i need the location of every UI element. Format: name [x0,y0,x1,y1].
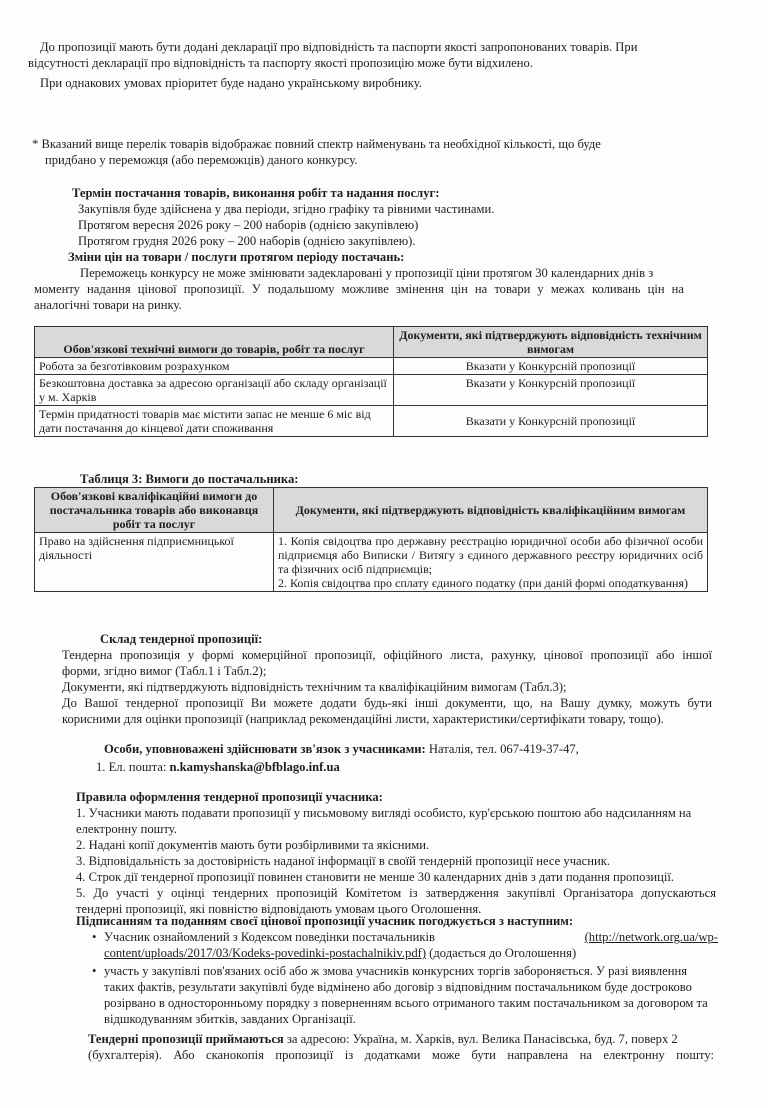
submission-label: Тендерні пропозиції приймаються [88,1032,284,1046]
intro-line-3: При однакових умовах пріоритет буде надано українському виробнику. [40,76,422,90]
rules-title: Правила оформлення тендерної пропозиції учасника: [76,790,383,804]
table3-header-2: Документи, які підтверджують відповідність кваліфікаційним вимогам [274,488,708,533]
rule-4: 4. Строк дії тендерної пропозиції повинен становити не менше 30 календарних днів з дати подання пропозиції. [76,870,674,884]
signing-b1-text: Учасник ознайомлений з Кодексом поведінки постачальників [104,930,435,944]
signing-title: Підписанням та поданням своєї цінової пропозиції учасник погоджується з наступним: [76,914,574,928]
table3-doc-2: 2. Копія свідоцтва про сплату єдиного податку (при даній формі оподаткування) [278,576,688,590]
email-link[interactable]: n.kamyshanska@bfblago.inf.ua [169,760,340,774]
table3-doc-1: 1. Копія свідоцтва про державну реєстрацію юридичної особи або фізичної особи підприємця або Виписки / Витягу з єдиного державного реєстру юридичних осіб та фізичних осіб підприємців; [278,534,703,576]
terms-line-2: Протягом вересня 2026 року – 200 наборів (однією закупівлею) [78,218,419,232]
table-3 [34,487,708,592]
bullet-icon: • [92,930,97,944]
composition-line-1: Тендерна пропозиція у формі комерційної пропозиції, офіційного листа, рахунку, цінової пропозиції або іншої [62,648,712,662]
table2-req-2: Безкоштовна доставка за адресою організації або складу організації у м. Харків [35,375,394,406]
table-row [35,358,708,375]
table-row [35,406,708,437]
terms-line-1: Закупівля буде здійснена у два періоди, згідно графіку та рівними частинами. [78,202,495,216]
signing-bullet-1a [92,930,718,945]
signing-b2-text: участь у закупівлі пов'язаних осіб або ж змова учасників конкурсних торгів забороняється. У разі виявлення [104,964,688,978]
composition-title: Склад тендерної пропозиції: [100,632,263,646]
rule-1a: 1. Учасники мають подавати пропозиції у письмовому вигляді особисто, кур'єрською поштою або надсиланням на [76,806,692,820]
table-row [35,375,708,406]
table2-doc-3: Вказати у Конкурсній пропозиції [394,406,708,437]
contacts-value: Наталія, тел. 067-419-37-47, [425,742,579,756]
rule-2: 2. Надані копії документів мають бути розбірливими та якісними. [76,838,430,852]
price-title: Зміни цін на товари / послуги протягом періоду постачань: [68,250,405,264]
terms-line-3: Протягом грудня 2026 року – 200 наборів (однією закупівлею). [78,234,416,248]
note-line-2: придбано у переможця (або переможців) даного конкурсу. [45,153,358,167]
contacts-label: Особи, уповноважені здійснювати зв'язок з учасниками: [104,742,426,756]
contacts-line [104,742,579,757]
submission-line-2: (бухгалтерія). Або сканокопія пропозиції із додатками може бути направлена на електронну пошту: [88,1048,714,1062]
price-line-3: аналогічні товари на ринку. [34,298,182,312]
table2-doc-2: Вказати у Конкурсній пропозиції [394,375,708,406]
composition-line-4: До Вашої тендерної пропозиції Ви можете додати будь-які інші документи, що, на Вашу думку, можуть бути [62,696,712,710]
table3-caption: Таблиця 3: Вимоги до постачальника: [80,472,299,486]
table-2 [34,326,708,437]
table2-req-3: Термін придатності товарів має містити запас не менше 6 міс від дати постачання до кінцевої дати споживання [35,406,394,437]
price-line-1: Переможець конкурсу не може змінювати задекларовані у пропозиції ціни протягом 30 календарних днів з [80,266,654,280]
email-label: 1. Ел. пошта: [96,760,170,774]
bullet-icon: • [92,964,97,978]
rule-5b: тендерні пропозиції, які повністю відповідають умовам цього Оголошення. [76,902,482,916]
price-line-2: моменту надання цінової пропозиції. У подальшому можливе змінення цін на товари у межах коливань цін на [34,282,684,296]
signing-bullet-2d: відшкодуванням збитків, завданих Організації. [104,1012,356,1026]
code-link-note: (додається до Оголошення) [426,946,577,960]
terms-title: Термін постачання товарів, виконання робіт та надання послуг: [72,186,440,200]
rule-3: 3. Відповідальність за достовірність наданої інформації в своїй тендерній пропозиції несе учасник. [76,854,610,868]
table2-header-1: Обов'язкові технічні вимоги до товарів, робіт та послуг [35,327,394,358]
table3-header-1: Обов'язкові кваліфікаційні вимоги до постачальника товарів або виконавця робіт та послуг [35,488,274,533]
signing-bullet-2a [92,964,687,979]
code-link-part-2[interactable]: content/uploads/2017/03/Kodeks-povedinki-postachalnikiv.pdf) [104,946,427,960]
submission-line-1 [88,1032,678,1047]
code-link-part-1[interactable]: (http://network.org.ua/wp- [584,930,718,944]
table2-header-2: Документи, які підтверджують відповідність технічним вимогам [394,327,708,358]
rule-1b: електронну пошту. [76,822,177,836]
submission-address: за адресою: Україна, м. Харків, вул. Велика Панасівська, буд. 7, поверх 2 [283,1032,678,1046]
note-line-1: * Вказаний вище перелік товарів відображає повний спектр найменувань та необхідної кількості, що буде [32,137,601,151]
composition-line-2: форми, згідно вимог (Табл.1 і Табл.2); [62,664,267,678]
table2-doc-1: Вказати у Конкурсній пропозиції [394,358,708,375]
composition-line-3: Документи, які підтверджують відповідність технічним та кваліфікаційним вимогам (Табл.3); [62,680,567,694]
table3-req: Право на здійснення підприємницької діяльності [35,533,274,592]
composition-line-5: корисними для оцінки пропозиції (наприклад рекомендаційні листи, характеристики/сертифікати товару, тощо). [62,712,664,726]
email-line [96,760,340,775]
rule-5a: 5. До участі у оцінці тендерних пропозицій Комітетом із затвердження закупівлі Організатора допускаються [76,886,716,900]
table2-req-1: Робота за безготівковим розрахунком [35,358,394,375]
intro-line-1: До пропозиції мають бути додані декларації про відповідність та паспорти якості запропонованих товарів. При [40,40,638,54]
signing-bullet-2c: розірвано в односторонньому порядку з поверненням всього отриманого таким постачальником за договором та [104,996,708,1010]
intro-line-2: відсутності декларації про відповідність та паспорту якості пропозицію може бути відхилено. [28,56,533,70]
table-row [35,533,708,592]
signing-bullet-2b: таких фактів, результати закупівлі буде відмінено або договір з відповідним постачальником буде достроково [104,980,692,994]
signing-bullet-1b [104,946,576,961]
